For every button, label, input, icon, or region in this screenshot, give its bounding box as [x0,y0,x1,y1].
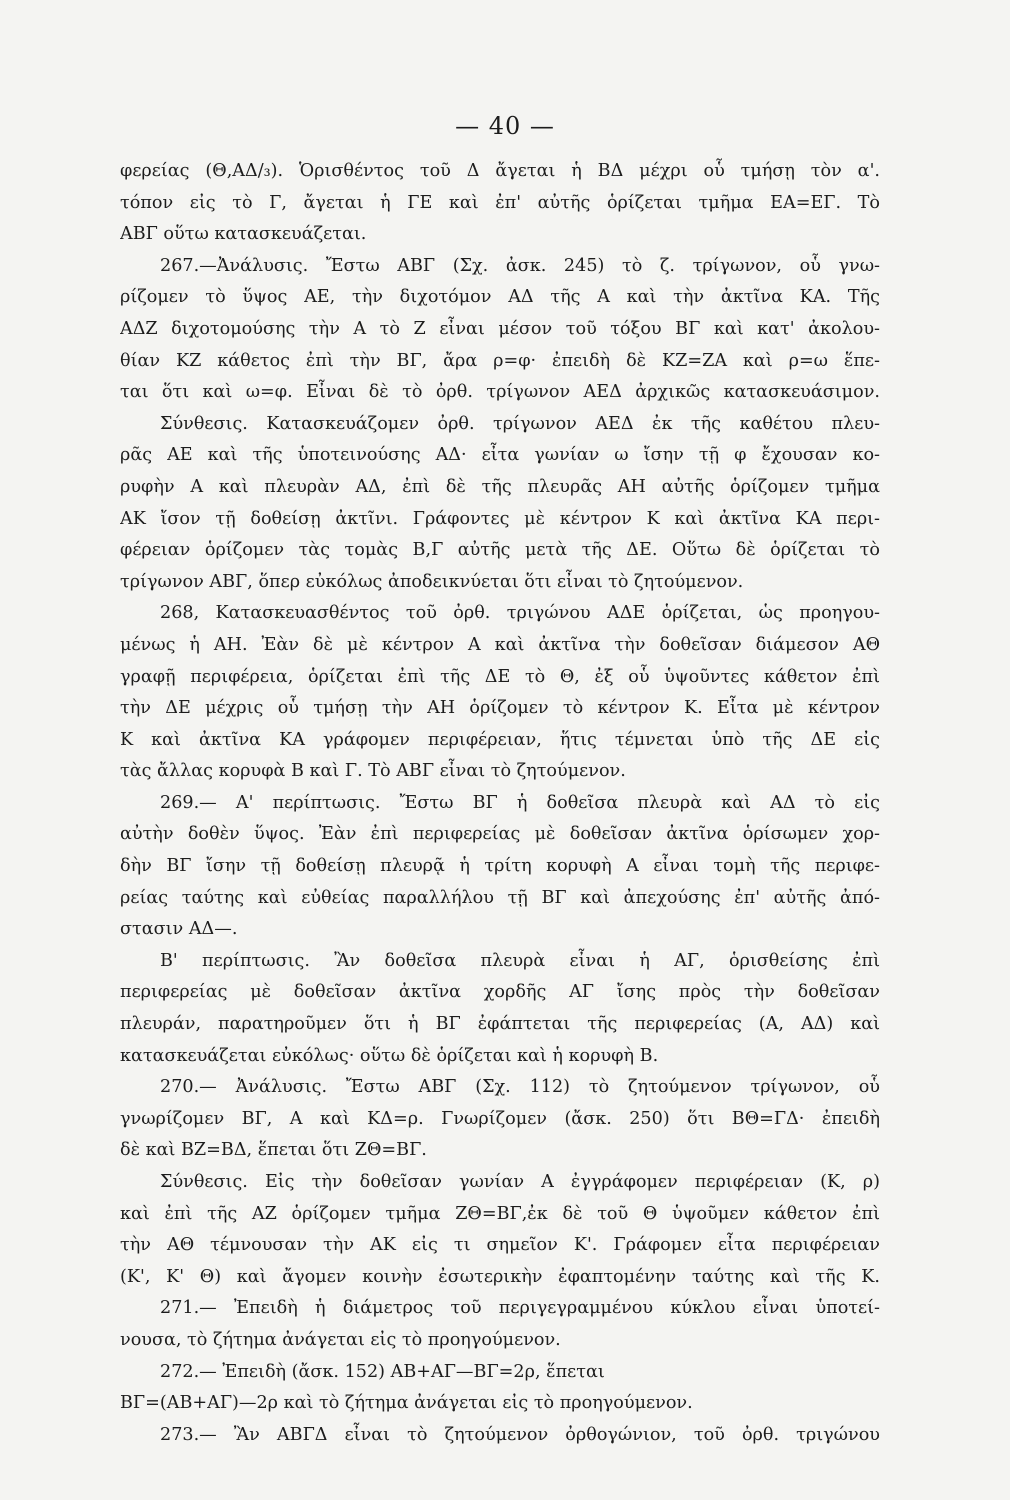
page-number: — 40 — [455,112,555,140]
text-line: θίαν ΚΖ κάθετος ἐπὶ τὴν ΒΓ, ἄρα ρ=φ· ἐπειδὴ δὲ ΚΖ=ΖΑ καὶ ρ=ω ἕπε- [120,350,880,371]
text-line: τόπον εἰς τὸ Γ, ἄγεται ἡ ΓΕ καὶ ἐπ' αὐτῆς ὁρίζεται τμῆμα ΕΑ=ΕΓ. Τὸ [120,192,880,213]
text-line: γνωρίζομεν ΒΓ, Α καὶ ΚΔ=ρ. Γνωρίζομεν (ἄσκ. 250) ὅτι ΒΘ=ΓΔ· ἐπειδὴ [120,1108,880,1129]
text-line: δὴν ΒΓ ἴσην τῇ δοθείσῃ πλευρᾷ ἡ τρίτη κορυφὴ Α εἶναι τομὴ τῆς περιφε- [120,856,880,877]
text-line: τὴν ΑΘ τέμνουσαν τὴν ΑΚ εἰς τι σημεῖον Κ'. Γράφομεν εἶτα περιφέρειαν [120,1235,880,1256]
text-line: πλευράν, παρατηροῦμεν ὅτι ἡ ΒΓ ἐφάπτεται τῆς περιφερείας (Α, ΑΔ) καὶ [120,1014,880,1035]
text-line: στασιν ΑΔ—. [120,919,238,940]
text-line: δὲ καὶ ΒΖ=ΒΔ, ἕπεται ὅτι ΖΘ=ΒΓ. [120,1140,427,1161]
text-line: ΑΒΓ οὕτω κατασκευάζεται. [120,224,367,245]
text-line: ρίζομεν τὸ ὕψος ΑΕ, τὴν διχοτόμον ΑΔ τῆς Α καὶ τὴν ἀκτῖνα ΚΑ. Τῆς [120,287,880,308]
text-line: ΑΚ ἴσον τῇ δοθείσῃ ἀκτῖνι. Γράφοντες μὲ κέντρον Κ καὶ ἀκτῖνα ΚΑ περι- [120,508,880,529]
text-line: καὶ ἐπὶ τῆς ΑΖ ὁρίζομεν τμῆμα ΖΘ=ΒΓ,ἐκ δὲ τοῦ Θ ὑψοῦμεν κάθετον ἐπὶ [120,1203,880,1224]
text-line: 273.— Ἂν ΑΒΓΔ εἶναι τὸ ζητούμενον ὀρθογώνιον, τοῦ ὀρθ. τριγώνου [160,1424,880,1445]
text-line: ρυφὴν Α καὶ πλευρὰν ΑΔ, ἐπὶ δὲ τῆς πλευρᾶς ΑΗ αὐτῆς ὁρίζομεν τμῆμα [120,476,880,497]
text-line: μένως ἡ ΑΗ. Ἐὰν δὲ μὲ κέντρον Α καὶ ἀκτῖνα τὴν δοθεῖσαν διάμεσον ΑΘ [120,634,880,655]
page-text [120,156,880,1451]
text-line: τὰς ἄλλας κορυφὰ Β καὶ Γ. Τὸ ΑΒΓ εἶναι τὸ ζητούμενον. [120,761,626,782]
text-line: περιφερείας μὲ δοθεῖσαν ἀκτῖνα χορδῆς ΑΓ ἴσης πρὸς τὴν δοθεῖσαν [120,982,880,1003]
text-line: Σύνθεσις. Εἰς τὴν δοθεῖσαν γωνίαν Α ἐγγράφομεν περιφέρειαν (Κ, ρ) [160,1172,880,1192]
text-line: ρᾶς ΑΕ καὶ τῆς ὑποτεινούσης ΑΔ· εἶτα γωνίαν ω ἴσην τῇ φ ἔχουσαν κο- [120,445,880,466]
text-line: ρείας ταύτης καὶ εὐθείας παραλλήλου τῇ ΒΓ καὶ ἀπεχούσης ἐπ' αὐτῆς ἀπό- [120,887,880,908]
text-line: αὐτὴν δοθὲν ὕψος. Ἐὰν ἐπὶ περιφερείας μὲ δοθεῖσαν ἀκτῖνα ὁρίσωμεν χορ- [120,824,880,845]
text-line: ΑΔΖ διχοτομούσης τὴν Α τὸ Ζ εἶναι μέσον τοῦ τόξου ΒΓ καὶ κατ' ἀκολου- [120,318,880,339]
text-line: (Κ', Κ' Θ) καὶ ἄγομεν κοινὴν ἐσωτερικὴν ἐφαπτομένην ταύτης καὶ τῆς Κ. [120,1266,880,1287]
text-line: Β' περίπτωσις. Ἂν δοθεῖσα πλευρὰ εἶναι ἡ ΑΓ, ὁρισθείσης ἐπὶ [160,950,880,971]
text-line: νουσα, τὸ ζήτημα ἀνάγεται εἰς τὸ προηγούμενον. [120,1329,561,1350]
text-line: ται ὅτι καὶ ω=φ. Εἶναι δὲ τὸ ὀρθ. τρίγωνον ΑΕΔ ἀρχικῶς κατασκευάσιμον. [120,382,880,403]
text-line: φέρειαν ὁρίζομεν τὰς τομὰς Β,Γ αὐτῆς μετὰ τῆς ΔΕ. Οὕτω δὲ ὁρίζεται τὸ [120,540,880,561]
text-line: Σύνθεσις. Κατασκευάζομεν ὀρθ. τρίγωνον ΑΕΔ ἐκ τῆς καθέτου πλευ- [160,413,880,434]
text-line: Κ καὶ ἀκτῖνα ΚΑ γράφομεν περιφέρειαν, ἥτις τέμνεται ὑπὸ τῆς ΔΕ εἰς [120,729,880,750]
text-line: τὴν ΔΕ μέχρις οὗ τμήσῃ τὴν ΑΗ ὁρίζομεν τὸ κέντρον Κ. Εἶτα μὲ κέντρον [120,698,880,719]
text-line: 267.—Ἀνάλυσις. Ἔστω ΑΒΓ (Σχ. ἀσκ. 245) τὸ ζ. τρίγωνον, οὗ γνω- [160,255,880,276]
text-line: γραφῇ περιφέρεια, ὁρίζεται ἐπὶ τῆς ΔΕ τὸ Θ, ἐξ οὗ ὑψοῦντες κάθετον ἐπὶ [120,666,880,687]
text-line: 270.— Ἀνάλυσις. Ἔστω ΑΒΓ (Σχ. 112) τὸ ζητούμενον τρίγωνον, οὗ [160,1077,880,1098]
text-line: 268, Κατασκευασθέντος τοῦ ὀρθ. τριγώνου ΑΔΕ ὁρίζεται, ὡς προηγου- [160,603,880,624]
text-line: φερείας (Θ,ΑΔ/₃). Ὁρισθέντος τοῦ Δ ἄγεται ἡ ΒΔ μέχρι οὗ τμήσῃ τὸν α'. [120,161,880,181]
text-line: ΒΓ=(ΑΒ+ΑΓ)—2ρ καὶ τὸ ζήτημα ἀνάγεται εἰς τὸ προηγούμενον. [120,1393,693,1414]
text-line: 272.— Ἐπειδὴ (ἄσκ. 152) ΑΒ+ΑΓ—ΒΓ=2ρ, ἕπεται [160,1361,605,1382]
text-line: 271.— Ἐπειδὴ ἡ διάμετρος τοῦ περιγεγραμμένου κύκλου εἶναι ὑποτεί- [160,1298,880,1319]
text-line: κατασκευάζεται εὐκόλως· οὕτω δὲ ὁρίζεται καὶ ἡ κορυφὴ Β. [120,1045,659,1066]
text-line: 269.— Α' περίπτωσις. Ἔστω ΒΓ ἡ δοθεῖσα πλευρὰ καὶ ΑΔ τὸ εἰς [160,792,880,813]
text-line: τρίγωνον ΑΒΓ, ὅπερ εὐκόλως ἀποδεικνύεται ὅτι εἶναι τὸ ζητούμενον. [120,571,744,592]
